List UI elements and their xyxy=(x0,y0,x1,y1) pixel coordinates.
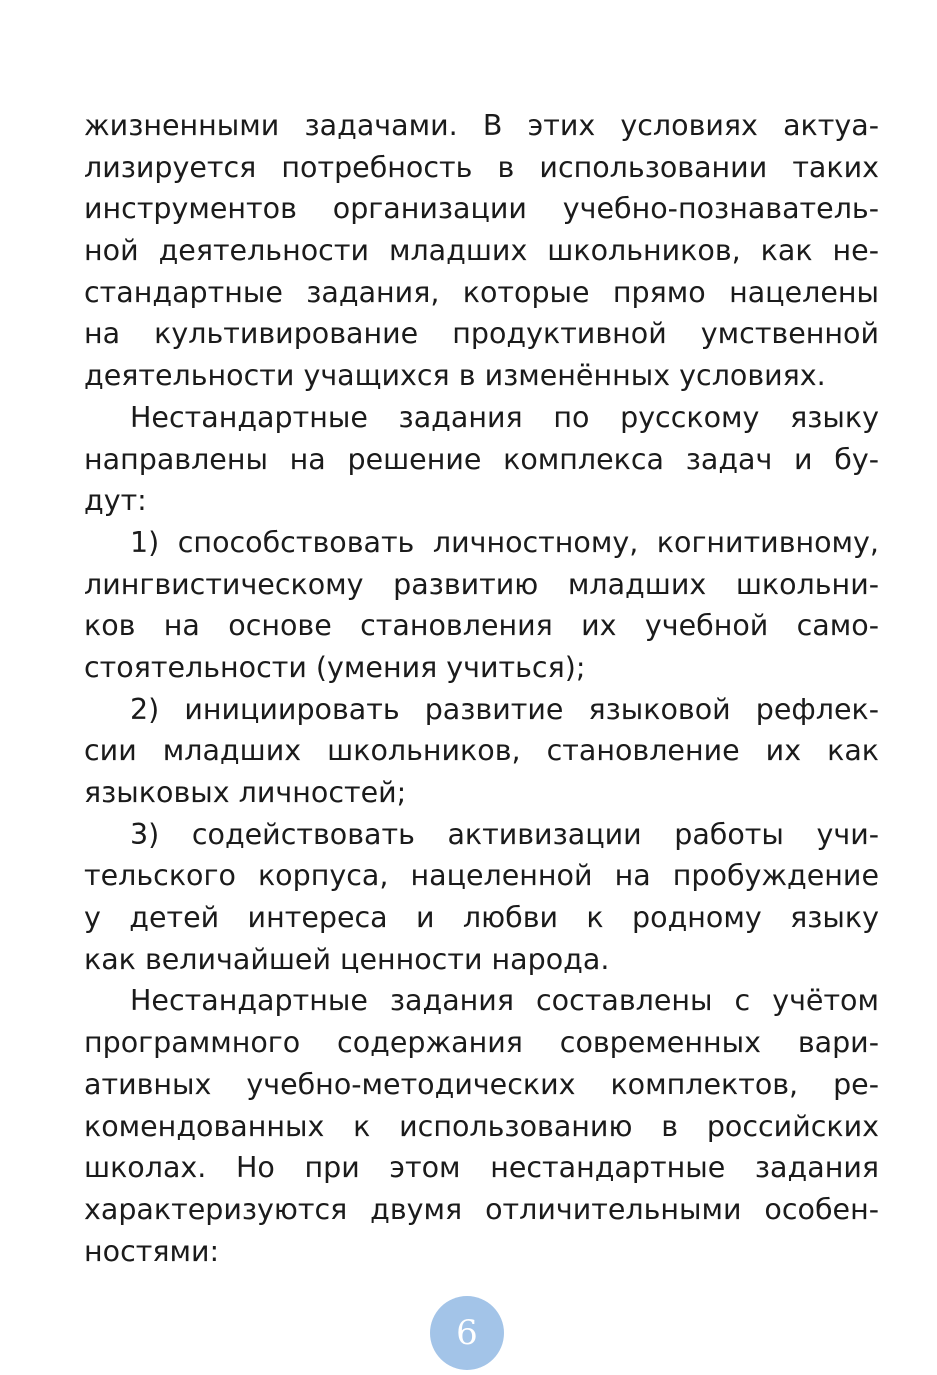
text-line: деятельности учащихся в изменённых условиях. xyxy=(84,359,826,393)
text-line: 1) способствовать личностному, когнитивному, xyxy=(130,525,879,559)
text-line: языковых личностей; xyxy=(84,776,407,809)
text-line: сии младших школьников, становление их как xyxy=(84,734,879,768)
text-line: Нестандартные задания по русскому языку xyxy=(130,400,879,434)
text-line: жизненными задачами. В этих условиях актуа- xyxy=(84,109,879,142)
text-line: характеризуются двумя отличительными особен- xyxy=(84,1192,879,1226)
page-number-badge: 6 xyxy=(430,1296,504,1370)
text-line: ной деятельности младших школьников, как не- xyxy=(84,234,879,268)
text-line: дут: xyxy=(84,484,147,518)
text-line: 3) содействовать активизации работы учи- xyxy=(130,817,879,851)
text-line: лингвистическому развитию младших школьни- xyxy=(84,567,879,601)
text-line: тельского корпуса, нацеленной на пробуждение xyxy=(84,859,879,893)
text-line: как величайшей ценности народа. xyxy=(84,942,610,976)
text-line: Нестандартные задания составлены с учётом xyxy=(130,984,879,1018)
text-line: на культивирование продуктивной умственной xyxy=(84,317,879,351)
text-line: у детей интереса и любви к родному языку xyxy=(84,901,879,935)
text-line: стандартные задания, которые прямо нацелены xyxy=(84,275,879,309)
body-text xyxy=(84,105,879,1272)
text-line: программного содержания современных вари- xyxy=(84,1026,879,1060)
text-line: направлены на решение комплекса задач и бу- xyxy=(84,442,879,476)
text-line: комендованных к использованию в российских xyxy=(84,1109,879,1143)
text-line: стоятельности (умения учиться); xyxy=(84,650,586,684)
text-line: ностями: xyxy=(84,1234,220,1268)
text-line: ативных учебно-методических комплектов, ре- xyxy=(84,1067,879,1101)
text-line: лизируется потребность в использовании таких xyxy=(84,150,879,184)
text-line: инструментов организации учебно-познаватель- xyxy=(84,192,879,226)
text-line: ков на основе становления их учебной само- xyxy=(84,609,879,643)
text-line: 2) инициировать развитие языковой рефлек- xyxy=(130,692,879,726)
text-line: школах. Но при этом нестандартные задания xyxy=(84,1151,879,1185)
